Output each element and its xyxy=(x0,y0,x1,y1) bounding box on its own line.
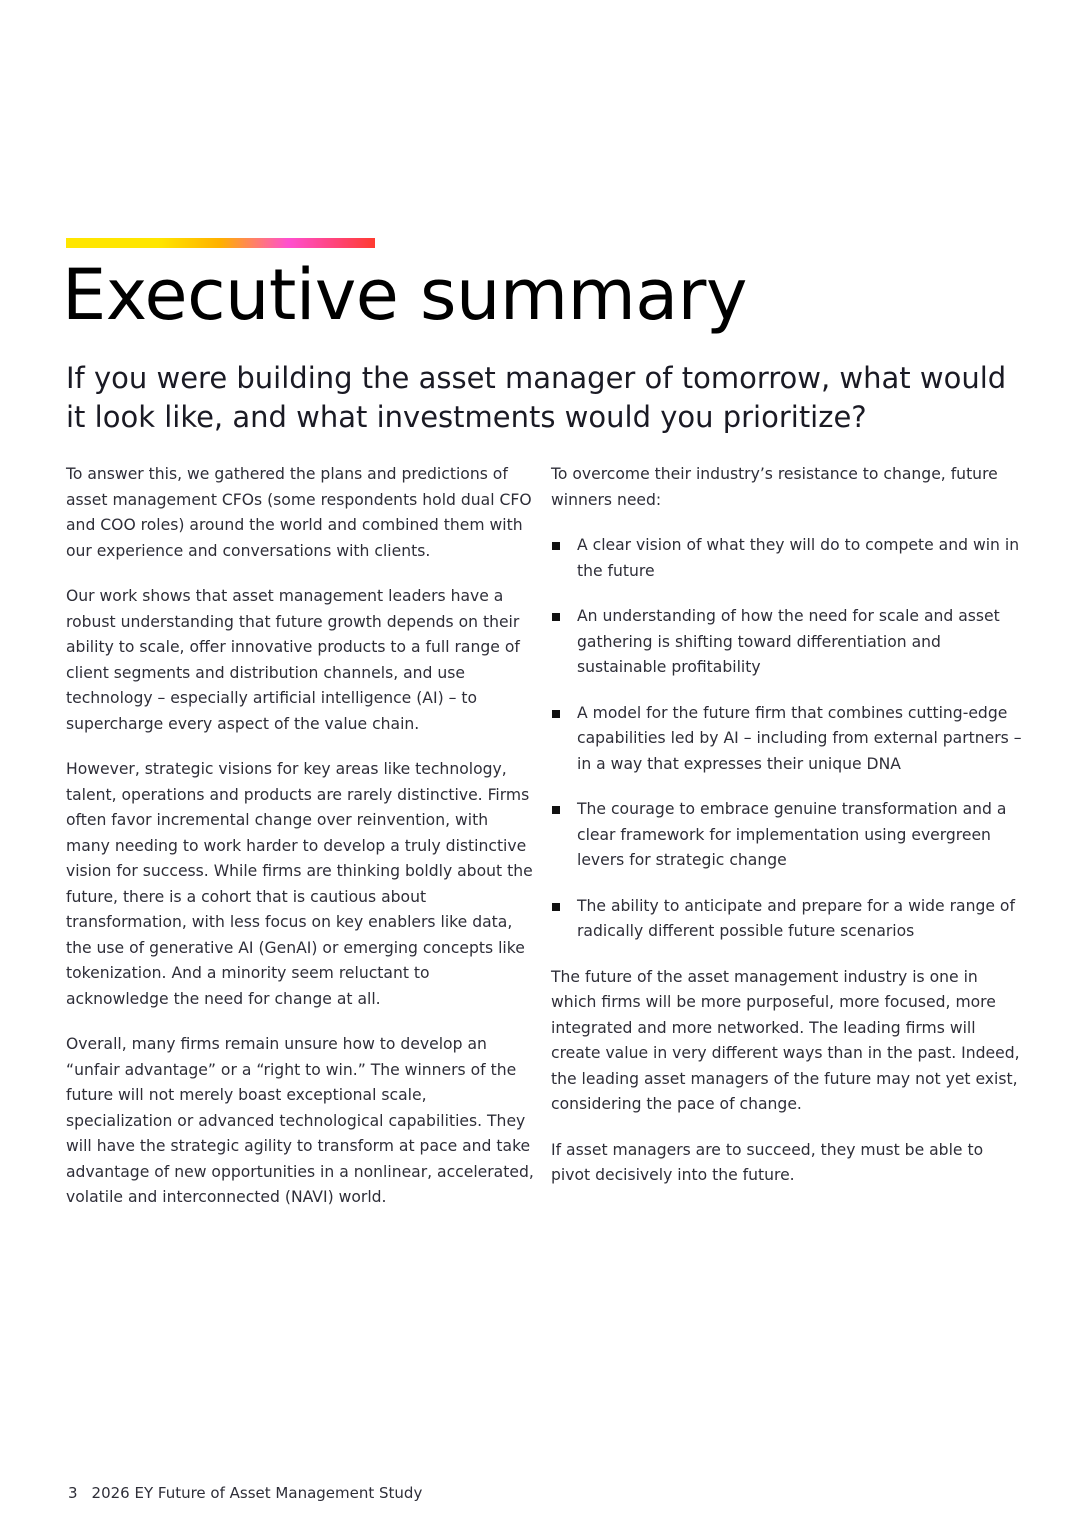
square-bullet-icon xyxy=(552,542,560,550)
body-paragraph: To answer this, we gathered the plans and predictions of asset management CFOs (some respondents hold dual CFO and COO roles) around the world and combined them with our experience and conversations with clients. xyxy=(66,465,532,560)
page-number: 3 xyxy=(68,1484,78,1502)
square-bullet-icon xyxy=(552,613,560,621)
bullet-text: A clear vision of what they will do to compete and win in the future xyxy=(577,536,1020,580)
document-title: 2026 EY Future of Asset Management Study xyxy=(91,1484,423,1502)
bullet-list xyxy=(551,533,1026,945)
bullet-text: A model for the future firm that combines cutting-edge capabilities led by AI – including from external partners – in a way that expresses their unique DNA xyxy=(577,703,1022,773)
body-paragraph: Our work shows that asset management leaders have a robust understanding that future growth depends on their ability to scale, offer innovative products to a full range of client segments and distribution channels, and use technology – especially artificial intelligence (AI) – to supercharge every aspect of the value chain. xyxy=(66,587,520,733)
square-bullet-icon xyxy=(552,903,560,911)
bullet-text: An understanding of how the need for scale and asset gathering is shifting toward differentiation and sustainable profitability xyxy=(577,607,1000,676)
left-column xyxy=(66,462,536,1231)
body-paragraph: However, strategic visions for key areas like technology, talent, operations and products are rarely distinctive. Firms often favor incremental change over reinvention, with many needing to work harder to develop a truly distinctive vision for success. While firms are thinking boldly about the future, there is a cohort that is cautious about transformation, with less focus on key enablers like data, the use of generative AI (GenAI) or emerging concepts like tokenization. And a minority seem reluctant to acknowledge the need for change at all. xyxy=(66,760,533,1008)
right-column xyxy=(551,462,1026,1209)
square-bullet-icon xyxy=(552,806,560,814)
page-title: Executive summary xyxy=(62,254,747,336)
bullet-item xyxy=(551,797,1026,874)
page-footer xyxy=(68,1482,422,1504)
bullet-item xyxy=(551,894,1026,945)
body-paragraph: Overall, many firms remain unsure how to develop an “unfair advantage” or a “right to win.” The winners of the future will not merely boast exceptional scale, specialization or advanced technological capabilities. They will have the strategic agility to transform at pace and take advantage of new opportunities in a nonlinear, accelerated, volatile and interconnected (NAVI) world. xyxy=(66,1035,534,1206)
bullet-item xyxy=(551,701,1026,778)
bullet-item xyxy=(551,604,1026,681)
body-paragraph: The future of the asset management industry is one in which firms will be more purposeful, more focused, more integrated and more networked. The leading firms will create value in very different ways than in the past. Indeed, the leading asset managers of the future may not yet exist, considering the pace of change. xyxy=(551,967,1020,1113)
bullet-text: The courage to embrace genuine transformation and a clear framework for implementation using evergreen levers for strategic change xyxy=(577,800,1007,869)
bullet-item xyxy=(551,533,1026,584)
square-bullet-icon xyxy=(552,710,560,718)
bullet-text: The ability to anticipate and prepare for a wide range of radically different possible future scenarios xyxy=(577,896,1015,940)
title-accent-bar xyxy=(66,238,375,248)
body-paragraph: If asset managers are to succeed, they must be able to pivot decisively into the future. xyxy=(551,1140,984,1184)
page-subtitle: If you were building the asset manager of tomorrow, what would it look like, and what investments would you prioritize? xyxy=(66,361,1007,434)
bullet-intro: To overcome their industry’s resistance to change, future winners need: xyxy=(551,465,998,509)
